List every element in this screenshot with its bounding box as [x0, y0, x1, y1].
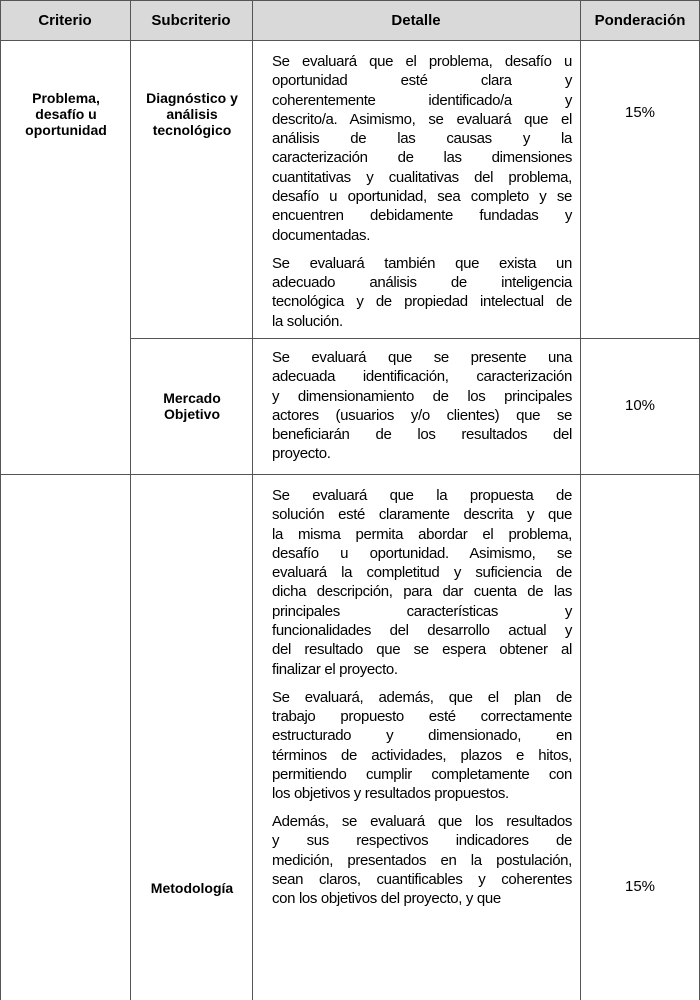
border [130, 0, 131, 1000]
border [0, 0, 1, 1000]
detalle-cell [272, 52, 572, 331]
border [580, 0, 581, 1000]
detail-line: evaluará la completitud y suficiencia de [272, 564, 572, 582]
header-detalle: Detalle [252, 0, 580, 40]
detail-paragraph [272, 52, 572, 245]
detail-line: análisis de las causas y la [272, 130, 572, 148]
detail-line: desafío u oportunidad, sea completo y se [272, 188, 572, 206]
detail-line: proyecto. [272, 445, 331, 463]
detail-line: solución esté claramente descrita y que [272, 506, 572, 524]
ponderacion-cell: 10% [624, 397, 656, 414]
border [130, 338, 700, 339]
subcriterio-cell: Diagnóstico y análisis tecnológico [146, 90, 238, 138]
detail-line: finalizar el proyecto. [272, 660, 398, 678]
ponderacion-cell: 15% [624, 104, 656, 121]
detail-line: coherentemente identificado/a y [272, 91, 572, 109]
detalle-cell [272, 486, 572, 909]
detail-line: dicha descripción, para dar cuenta de las [272, 583, 572, 601]
detail-line: estructurado y dimensionado, en [272, 727, 572, 745]
header-ponderacion: Ponderación [580, 0, 700, 40]
detalle-cell [272, 348, 572, 464]
border [0, 40, 700, 41]
detail-line: la solución. [272, 312, 343, 330]
detail-line: Se evaluará también que exista un [272, 254, 572, 272]
criterio-cell: Problema, desafío u oportunidad [25, 90, 107, 138]
detail-line: trabajo propuesto esté correctamente [272, 707, 572, 725]
detail-line: actores (usuarios y/o clientes) que se [272, 406, 572, 424]
detail-line: con los objetivos del proyecto, y que [272, 890, 501, 908]
detail-line: y dimensionamiento de los principales [272, 387, 572, 405]
detail-line: oportunidad esté clara y [272, 72, 572, 90]
detail-paragraph [272, 254, 572, 331]
detail-line: Se evaluará que la propuesta de [272, 487, 572, 504]
detail-line: los objetivos y resultados propuestos. [272, 785, 509, 803]
detail-line: caracterización de las dimensiones [272, 149, 572, 167]
detail-line: Se evaluará que el problema, desafío u [272, 53, 572, 70]
detail-paragraph [272, 486, 572, 679]
detail-line: permitiendo cumplir completamente con [272, 765, 572, 783]
detail-line: beneficiarán de los resultados del [272, 426, 572, 444]
detail-line: sean claros, cuantificables y coherentes [272, 871, 572, 889]
header-subcriterio: Subcriterio [130, 0, 252, 40]
detail-paragraph [272, 688, 572, 804]
ponderacion-cell: 15% [624, 878, 656, 895]
detail-line: Se evaluará, además, que el plan de [272, 688, 572, 706]
detail-line: medición, presentados en la postulación, [272, 851, 572, 869]
detail-line: tecnológica y de propiedad intelectual de [272, 293, 572, 311]
detail-line: cuantitativas y cualitativas del problema, [272, 168, 572, 186]
detail-line: Además, se evaluará que los resultados [272, 813, 572, 831]
header-criterio: Criterio [0, 0, 130, 40]
detail-paragraph [272, 348, 572, 464]
detail-line: la misma permita abordar el problema, [272, 525, 572, 543]
detail-line: documentadas. [272, 226, 371, 244]
detail-line: encuentren debidamente fundadas y [272, 207, 572, 225]
border [0, 0, 700, 1]
detail-line: Se evaluará que se presente una [272, 349, 572, 366]
border [252, 0, 253, 1000]
detail-line: adecuada identificación, caracterización [272, 368, 572, 386]
detail-line: adecuado análisis de inteligencia [272, 273, 572, 291]
subcriterio-cell: Metodología [150, 880, 234, 896]
detail-line: términos de actividades, plazos e hitos, [272, 746, 572, 764]
subcriterio-cell: Mercado Objetivo [163, 390, 221, 422]
detail-line: del resultado que se espera obtener al [272, 641, 572, 659]
detail-line: principales características y [272, 602, 572, 620]
detail-line: descrito/a. Asimismo, se evaluará que el [272, 110, 572, 128]
detail-line: desafío u oportunidad. Asimismo, se [272, 544, 572, 562]
border [0, 474, 700, 475]
detail-paragraph [272, 812, 572, 908]
detail-line: y sus respectivos indicadores de [272, 832, 572, 850]
detail-line: funcionalidades del desarrollo actual y [272, 622, 572, 640]
